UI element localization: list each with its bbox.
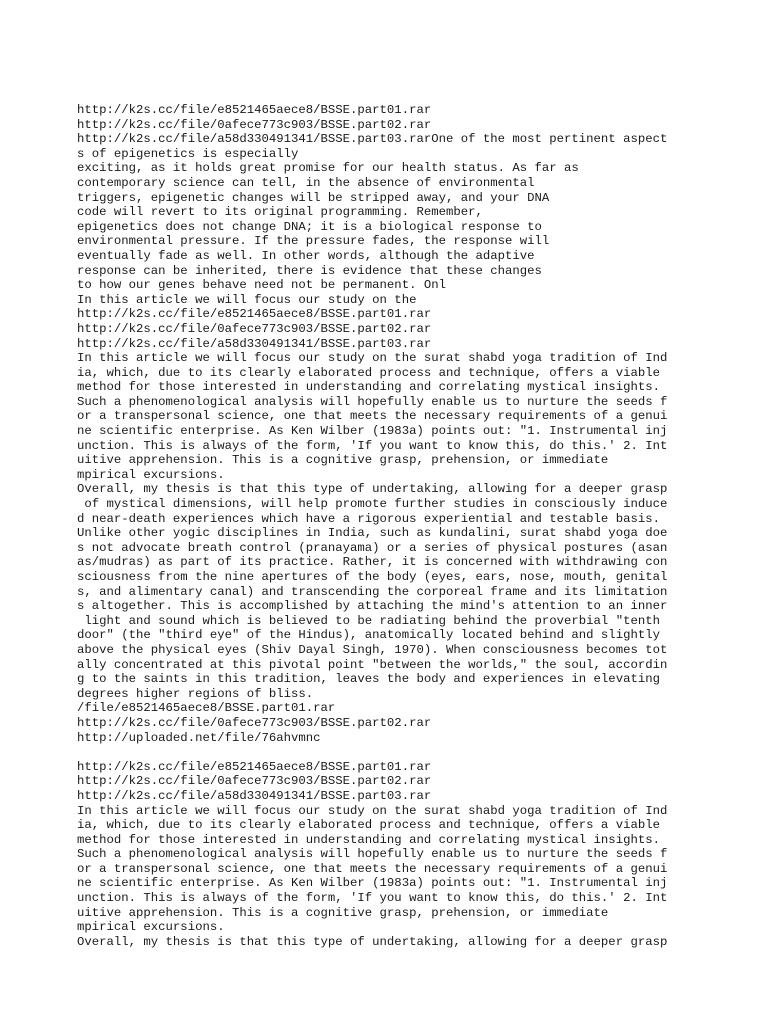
text-line: s, and alimentary canal) and transcending the corporeal frame and its limitation [77,584,668,599]
text-line: eventually fade as well. In other words, although the adaptive [77,248,535,263]
text-line: http://k2s.cc/file/a58d330491341/BSSE.part03.rar [77,336,432,351]
text-line: Overall, my thesis is that this type of undertaking, allowing for a deeper grasp [77,934,668,949]
text-line: to how our genes behave need not be permanent. Onl [77,278,446,293]
text-line: ia, which, due to its clearly elaborated process and technique, offers a viable [77,365,660,380]
text-line: Such a phenomenological analysis will hopefully enable us to nurture the seeds f [77,394,668,409]
text-line: response can be inherited, there is evidence that these changes [77,263,542,278]
text-line: sciousness from the nine apertures of the body (eyes, ears, nose, mouth, genital [77,570,668,584]
text-line: http://k2s.cc/file/0afece773c903/BSSE.part02.rar [77,715,432,730]
text-line: http://k2s.cc/file/e8521465aece8/BSSE.part01.rar [77,103,432,117]
text-line: mpirical excursions. [77,920,225,935]
text-line: mpirical excursions. [77,467,225,482]
text-line: epigenetics does not change DNA; it is a biological response to [77,219,542,234]
text-line: Overall, my thesis is that this type of undertaking, allowing for a deeper grasp [77,482,668,497]
text-line: exciting, as it holds great promise for our health status. As far as [77,161,579,176]
text-line: ia, which, due to its clearly elaborated process and technique, offers a viable [77,818,660,833]
text-line: ne scientific enterprise. As Ken Wilber (1983a) points out: "1. Instrumental inj [77,876,668,891]
text-line: above the physical eyes (Shiv Dayal Singh, 1970). When consciousness becomes tot [77,642,668,657]
text-line: method for those interested in understanding and correlating mystical insights. [77,380,660,395]
text-line: http://k2s.cc/file/a58d330491341/BSSE.part03.rarOne of the most pertinent aspect [77,132,668,147]
text-line: http://k2s.cc/file/0afece773c903/BSSE.part02.rar [77,321,432,336]
text-line: /file/e8521465aece8/BSSE.part01.rar [77,701,336,716]
text-line: http://k2s.cc/file/e8521465aece8/BSSE.part01.rar [77,307,432,322]
text-line: http://uploaded.net/file/76ahvmnc [77,730,321,745]
text-line: contemporary science can tell, in the absence of environmental [77,175,535,190]
text-line: In this article we will focus our study on the [77,292,417,307]
text-line: uitive apprehension. This is a cognitive grasp, prehension, or immediate [77,905,609,920]
text-line: Unlike other yogic disciplines in India, such as kundalini, surat shabd yoga doe [77,526,668,541]
text-line: method for those interested in understanding and correlating mystical insights. [77,832,660,847]
text-line: unction. This is always of the form, 'If you want to know this, do this.' 2. Int [77,891,668,906]
text-line: http://k2s.cc/file/0afece773c903/BSSE.part02.rar [77,774,432,789]
text-line: code will revert to its original programming. Remember, [77,205,483,220]
text-line: degrees higher regions of bliss. [77,686,314,701]
text-line: Such a phenomenological analysis will hopefully enable us to nurture the seeds f [77,847,668,862]
text-line: uitive apprehension. This is a cognitive grasp, prehension, or immediate [77,453,609,468]
text-line: http://k2s.cc/file/a58d330491341/BSSE.part03.rar [77,788,432,803]
text-line: ally concentrated at this pivotal point "between the worlds," the soul, accordin [77,657,668,672]
text-line: s of epigenetics is especially [77,146,299,161]
text-line: triggers, epigenetic changes will be stripped away, and your DNA [77,190,550,205]
text-line: door" (the "third eye" of the Hindus), anatomically located behind and slightly [77,628,660,643]
text-line: light and sound which is believed to be radiating behind the proverbial "tenth [77,613,660,628]
text-line: ne scientific enterprise. As Ken Wilber (1983a) points out: "1. Instrumental inj [77,424,668,439]
text-line: In this article we will focus our study on the surat shabd yoga tradition of Ind [77,351,668,366]
text-line: g to the saints in this tradition, leaves the body and experiences in elevating [77,672,660,687]
text-line: http://k2s.cc/file/e8521465aece8/BSSE.part01.rar [77,759,432,774]
text-line: of mystical dimensions, will help promote further studies in consciously induce [77,497,668,512]
text-line: or a transpersonal science, one that meets the necessary requirements of a genui [77,861,668,876]
text-line: In this article we will focus our study on the surat shabd yoga tradition of Ind [77,803,668,818]
text-line: s not advocate breath control (pranayama) or a series of physical postures (asan [77,540,668,555]
text-line: environmental pressure. If the pressure fades, the response will [77,234,550,249]
text-line: d near-death experiences which have a rigorous experiential and testable basis. [77,511,660,526]
text-line [77,745,697,760]
text-line: as/mudras) as part of its practice. Rather, it is concerned with withdrawing con [77,555,668,570]
text-line: unction. This is always of the form, 'If you want to know this, do this.' 2. Int [77,438,668,453]
text-line: http://k2s.cc/file/0afece773c903/BSSE.part02.rar [77,117,432,132]
text-line: or a transpersonal science, one that meets the necessary requirements of a genui [77,409,668,424]
document-body [77,103,697,949]
text-line: s altogether. This is accomplished by attaching the mind's attention to an inner [77,599,668,614]
